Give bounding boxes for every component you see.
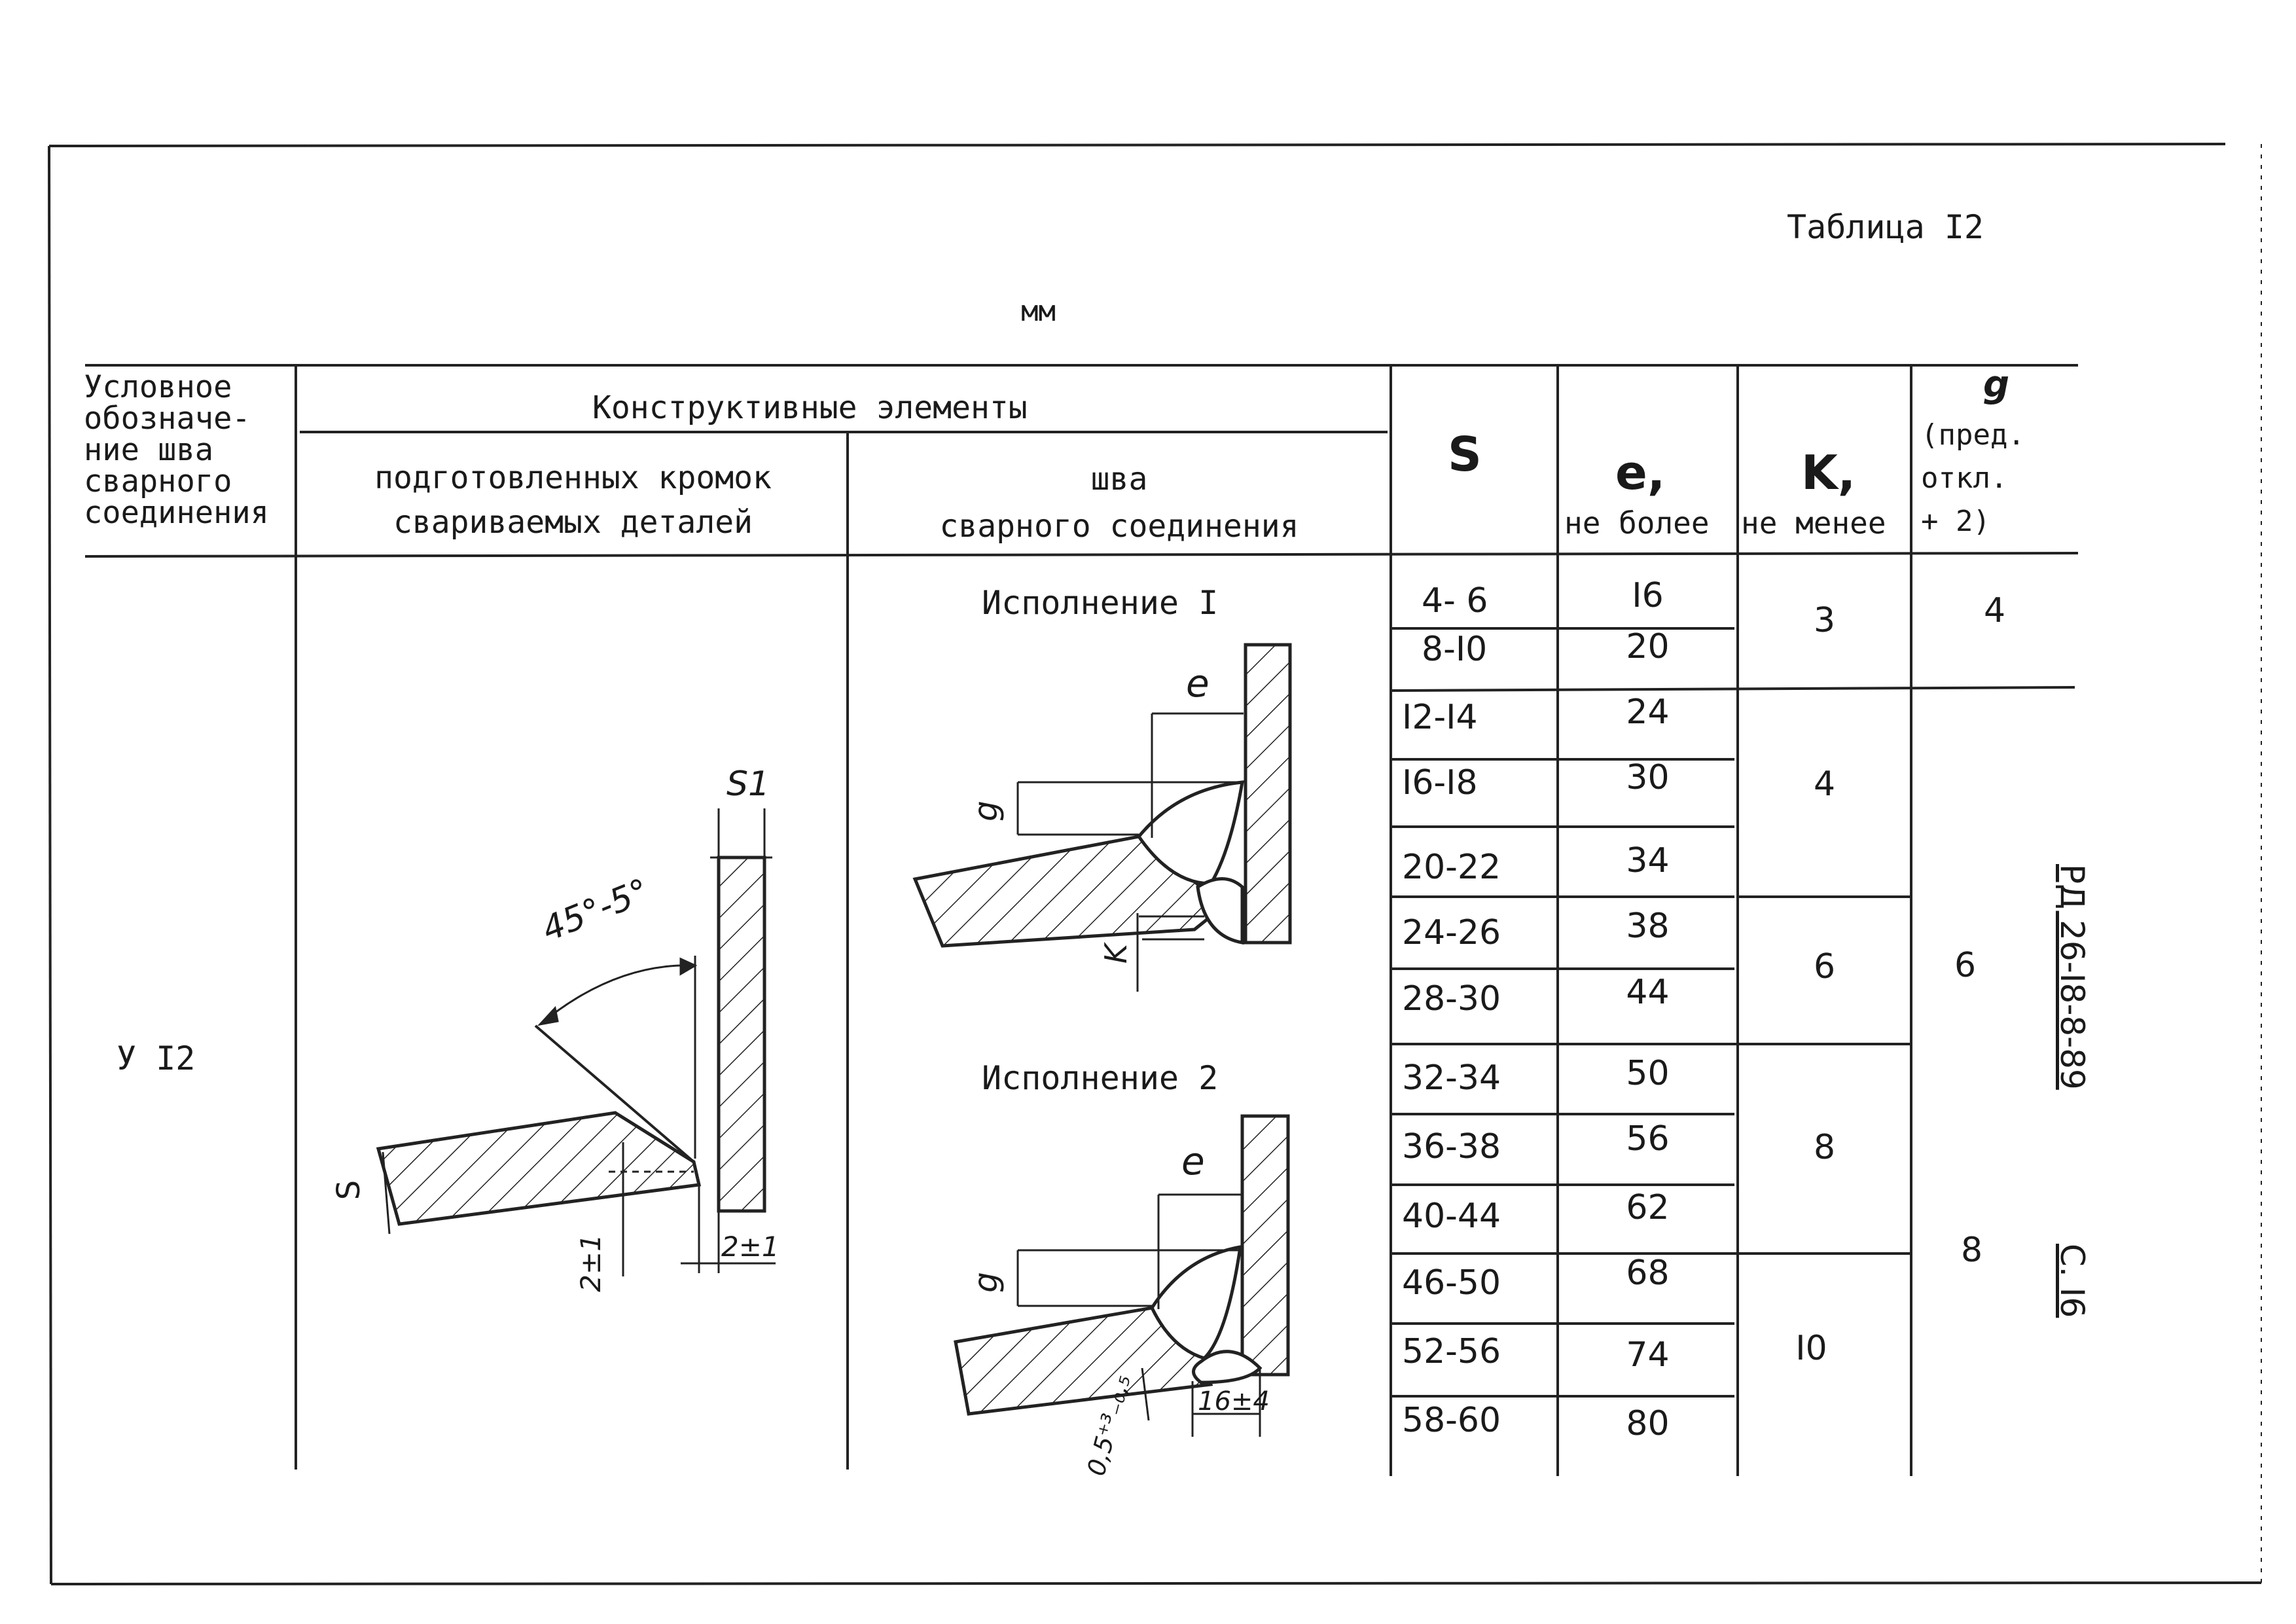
e-value: 68 [1626, 1254, 1670, 1293]
e-label-variant-2: e [1181, 1139, 1205, 1183]
angle-label: 45°-5° [537, 871, 655, 950]
k-value: 3 [1813, 601, 1836, 640]
gap-label-2: 2±1 [721, 1231, 780, 1263]
k-label-variant-1: K [1098, 943, 1134, 964]
s-value: 40-44 [1402, 1197, 1501, 1236]
e-value: 62 [1626, 1188, 1670, 1227]
e-value: I6 [1632, 576, 1664, 615]
k-value: 4 [1813, 765, 1836, 804]
k-column-note: не менее [1741, 505, 1886, 541]
variant-1-caption: Исполнение I [982, 584, 1219, 622]
k-column-symbol: K, [1801, 445, 1856, 500]
document-code-stamp: РД 26-I8-8-89 [2053, 864, 2091, 1090]
s-value: 8-I0 [1422, 630, 1488, 669]
e-column-symbol: e, [1615, 445, 1666, 500]
s-value: 24-26 [1402, 913, 1501, 952]
s-value: 4- 6 [1422, 581, 1488, 621]
e-value: 20 [1626, 627, 1670, 666]
g-column-note: (пред. откл. + 2) [1921, 418, 2025, 538]
s-thickness-label: S [331, 1180, 368, 1200]
s-value: I6-I8 [1402, 763, 1478, 803]
e-column-note: не более [1564, 505, 1710, 541]
k-value: 8 [1813, 1128, 1836, 1167]
s-value: I2-I4 [1402, 698, 1478, 737]
e-value: 24 [1626, 693, 1670, 732]
s-value: 28-30 [1402, 979, 1501, 1019]
s-value: 32-34 [1402, 1058, 1501, 1098]
width-label: 16±4 [1198, 1386, 1270, 1416]
g-label-variant-1: g [966, 801, 1005, 821]
page-number-stamp: С. I6 [2053, 1244, 2091, 1318]
s-value: 52-56 [1402, 1332, 1501, 1371]
gap-label-1: 2±1 [574, 1234, 607, 1292]
e-label-variant-1: e [1186, 661, 1210, 706]
e-value: 74 [1626, 1335, 1670, 1375]
variant-2-caption: Исполнение 2 [982, 1059, 1219, 1097]
e-value: 44 [1626, 973, 1670, 1012]
e-value: 80 [1626, 1404, 1670, 1443]
constructive-elements-header: Конструктивные элементы [592, 389, 1028, 426]
unit-label: мм [1021, 295, 1056, 328]
k-value: I0 [1795, 1329, 1827, 1368]
s1-label: S1 [726, 765, 770, 804]
e-value: 34 [1626, 841, 1670, 880]
designation-header: Условное обозначе- ние шва сварного соединения [84, 369, 269, 531]
g-label-variant-2: g [966, 1272, 1005, 1293]
s-value: 36-38 [1402, 1127, 1501, 1166]
table-title: Таблица I2 [1787, 208, 1984, 246]
e-value: 50 [1626, 1054, 1670, 1093]
s-value: 46-50 [1402, 1263, 1501, 1303]
s-column-header: S [1448, 427, 1482, 482]
edges-header: подготовленных кромок свариваемых деталей [374, 460, 772, 541]
g-value: 8 [1960, 1231, 1983, 1270]
g-value: 6 [1954, 946, 1977, 985]
g-value: 4 [1983, 591, 2006, 630]
root-gap-label: 0,5⁺³₋₀,₅ [1081, 1371, 1136, 1479]
seam-designation: У I2 [117, 1039, 196, 1077]
e-value: 30 [1626, 758, 1670, 797]
s-value: 20-22 [1402, 848, 1501, 887]
g-column-symbol: g [1983, 363, 2010, 406]
e-value: 38 [1626, 907, 1670, 946]
k-value: 6 [1813, 947, 1836, 986]
e-value: 56 [1626, 1119, 1670, 1159]
seam-header: шва сварного соединения [939, 461, 1299, 545]
s-value: 58-60 [1402, 1401, 1501, 1440]
